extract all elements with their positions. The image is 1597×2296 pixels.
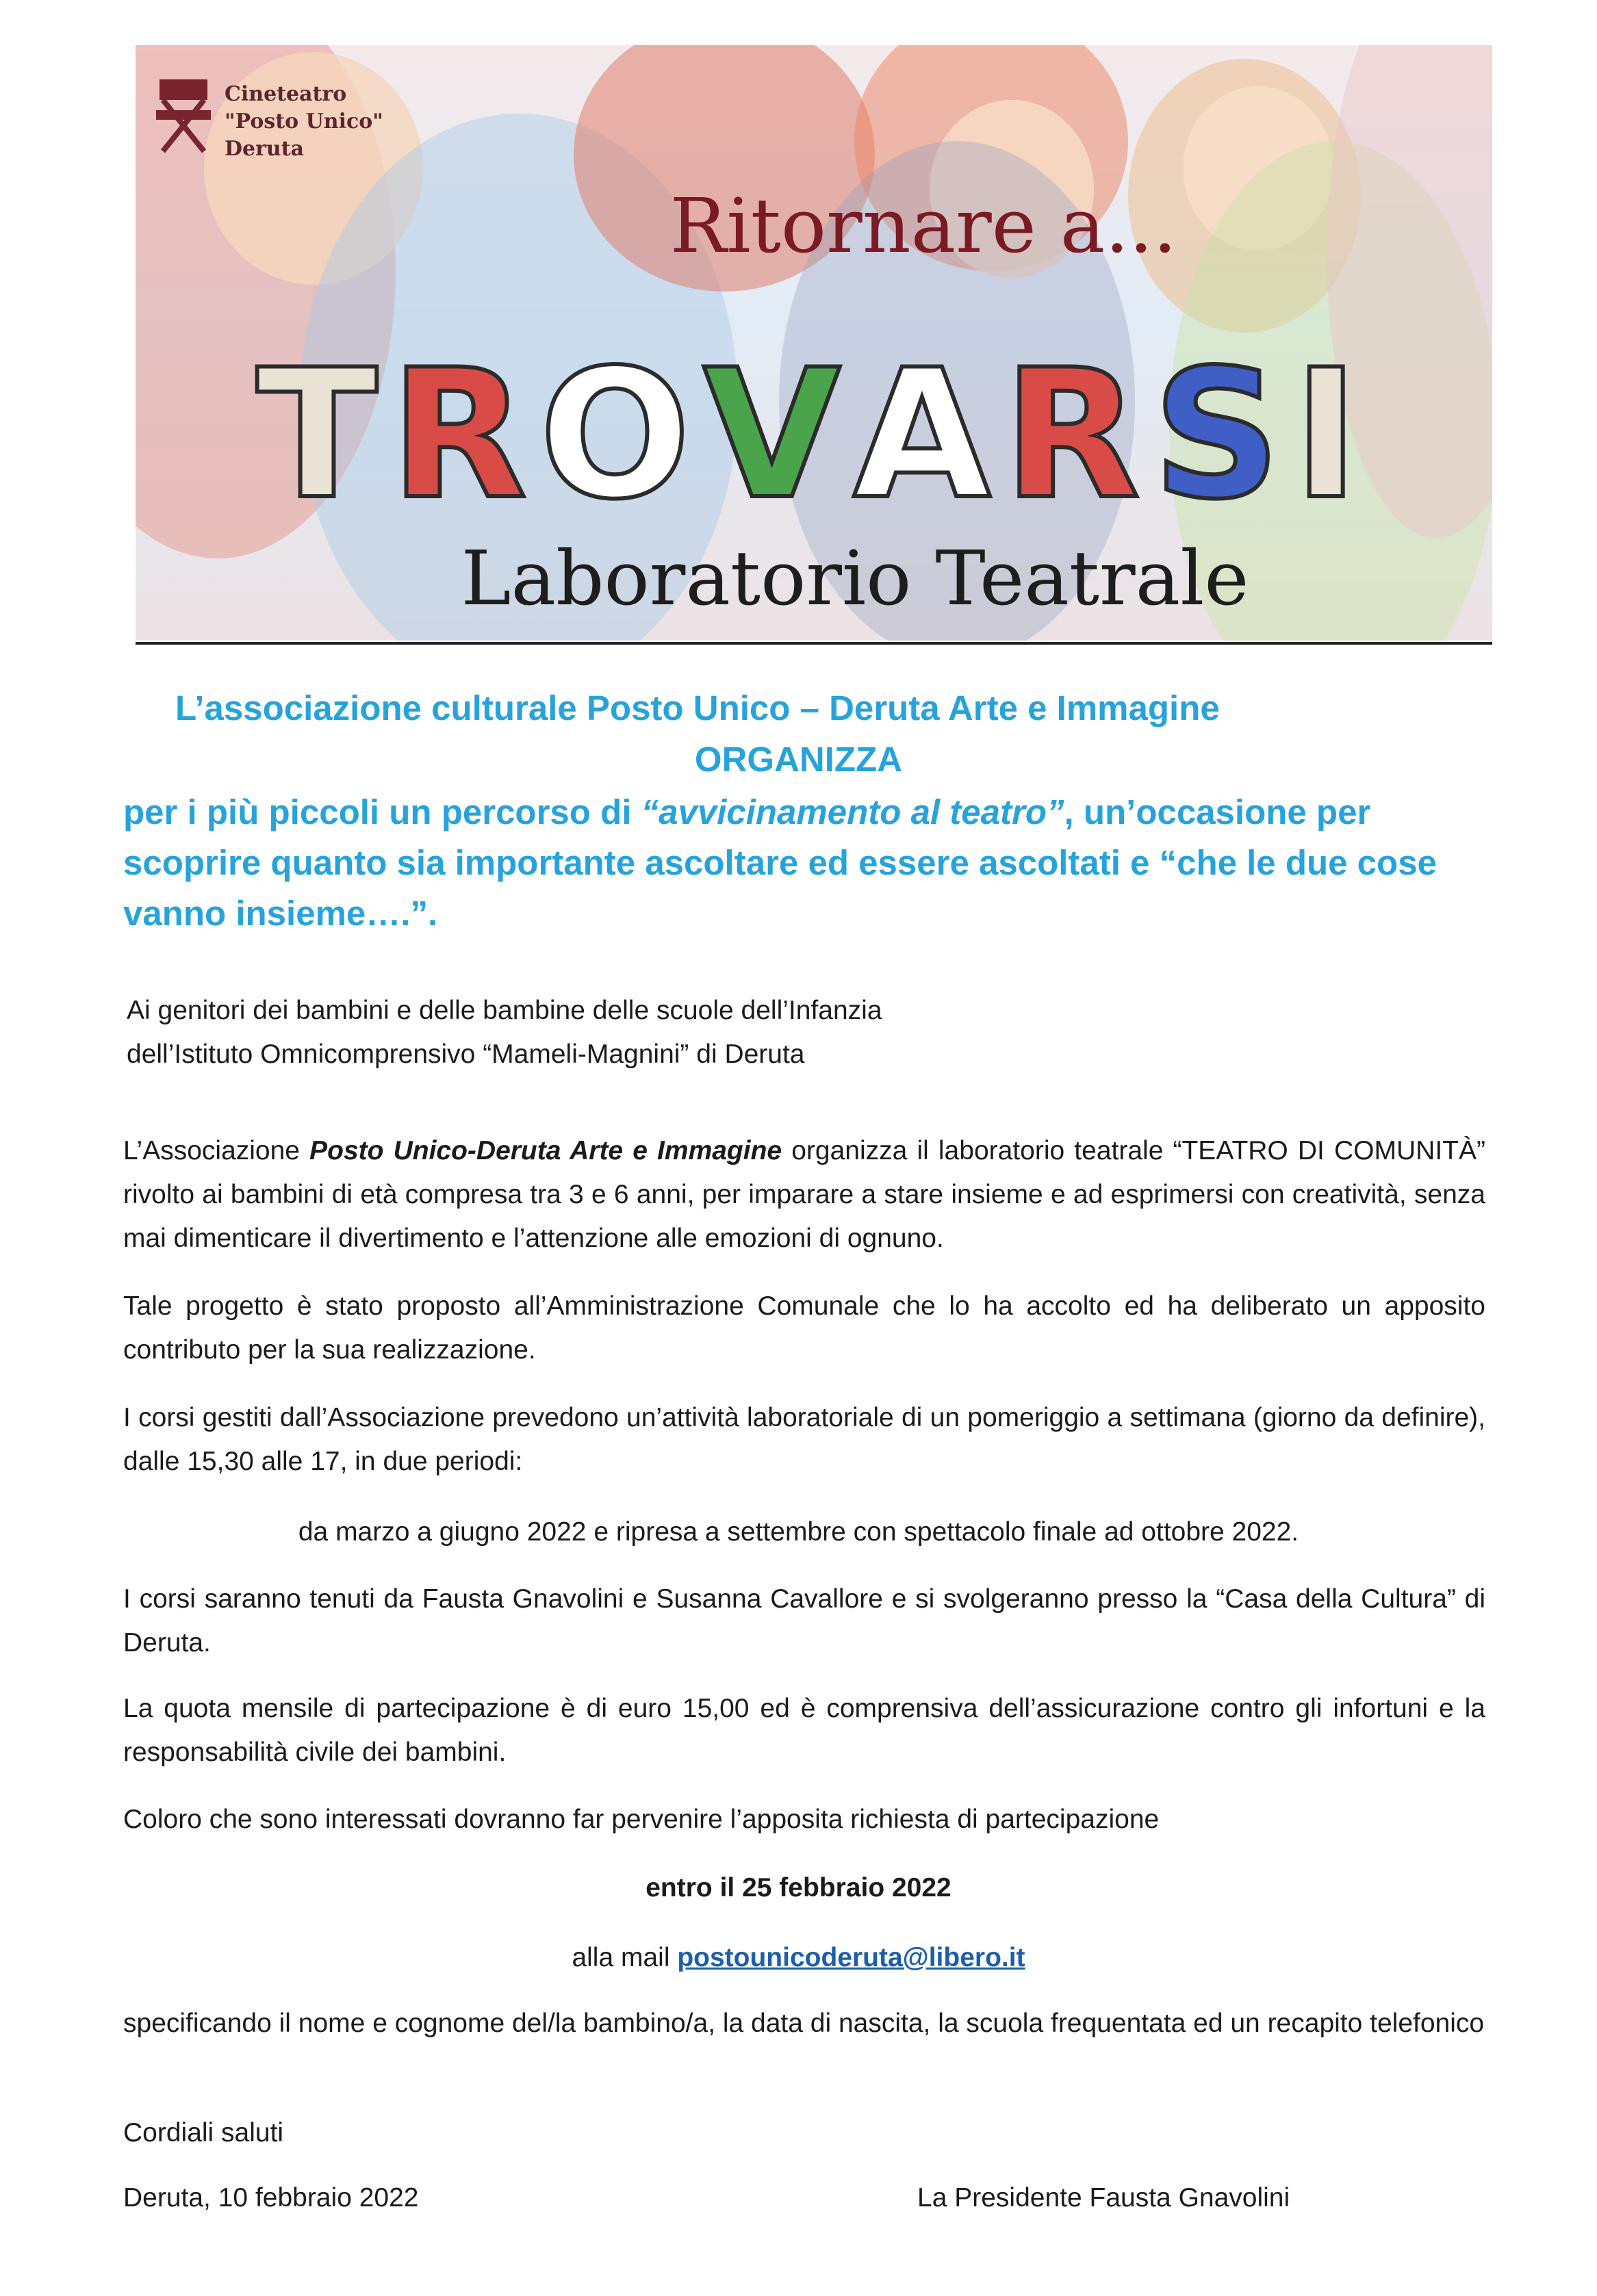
- logo-line-1: Cineteatro: [225, 82, 347, 106]
- greeting: Cordiali saluti: [123, 2118, 284, 2147]
- logo: [225, 81, 383, 163]
- mail-line: [0, 1936, 1597, 1980]
- p1-b: organizza il laboratorio teatrale “TEATRO DI COMUNITÀ” rivolto ai bambini di età compresa tra 3 e 6 anni, per imparare a stare insieme e ad esprimersi con creatività, senza mai dimenticare il divertimento e l’attenzione alle emozioni di ognuno.: [123, 1136, 1485, 1253]
- banner-letter: R: [389, 332, 539, 539]
- heading-description: [123, 787, 1499, 939]
- banner-letter: I: [1292, 332, 1372, 539]
- logo-line-2: "Posto Unico": [225, 109, 383, 133]
- p1-association-name: Posto Unico-Deruta Arte e Immagine: [309, 1136, 782, 1165]
- banner-bottom-text: Laboratorio Teatrale: [461, 534, 1249, 622]
- heading-desc-b: , un’occasione per scoprire quanto sia importante ascoltare ed essere ascoltati e “che le due cose vanno insieme….”.: [123, 792, 1437, 933]
- banner-letter: S: [1152, 332, 1293, 539]
- signature: La Presidente Fausta Gnavolini: [917, 2183, 1290, 2213]
- p1-a: L’Associazione: [123, 1136, 310, 1165]
- heading-organizza: ORGANIZZA: [694, 740, 903, 779]
- recipients: [127, 989, 1153, 1076]
- banner-big-title: [136, 333, 1492, 538]
- banner-image: [136, 45, 1492, 641]
- paragraph-1: [123, 1129, 1485, 1261]
- paragraph-3: I corsi gestiti dall’Associazione prevedono un’attività laboratoriale di un pomeriggio a settimana (giorno da definire), dalle 15,30 alle 17, in due periodi:: [123, 1403, 1485, 1476]
- heading-desc-a: per i più piccoli un percorso di: [123, 792, 641, 831]
- mail-link[interactable]: postounicoderuta@libero.it: [677, 1943, 1025, 1972]
- paragraph-2: Tale progetto è stato proposto all’Amministrazione Comunale che lo ha accolto ed ha deliberato un apposito contributo per la sua realizzazione.: [123, 1291, 1485, 1365]
- recipients-line-1: Ai genitori dei bambini e delle bambine delle scuole dell’Infanzia: [127, 996, 882, 1025]
- heading-association: L’associazione culturale Posto Unico – Deruta Arte e Immagine: [175, 688, 1220, 727]
- director-chair-icon: [149, 73, 218, 155]
- banner-letter: T: [256, 332, 390, 539]
- divider: [136, 642, 1492, 645]
- banner-letter: O: [539, 332, 703, 539]
- paragraph-6: La quota mensile di partecipazione è di euro 15,00 ed è comprensiva dell’assicurazione contro gli infortuni e la responsabilità civile dei bambini.: [123, 1694, 1485, 1767]
- banner-top-text: Ritornare a...: [669, 182, 1177, 270]
- heading-desc-em: “avvicinamento al teatro”: [641, 792, 1064, 831]
- banner-letter: A: [853, 332, 1004, 539]
- mail-label: alla mail: [572, 1943, 678, 1972]
- logo-line-3: Deruta: [225, 137, 305, 161]
- recipients-line-2: dell’Istituto Omnicomprensivo “Mameli-Magnini” di Deruta: [127, 1040, 805, 1069]
- banner-letter: V: [702, 332, 854, 539]
- paragraph-4: da marzo a giugno 2022 e ripresa a settembre con spettacolo finale ad ottobre 2022.: [298, 1517, 1299, 1547]
- paragraph-8: specificando il nome e cognome del/la bambino/a, la data di nascita, la scuola frequentata ed un recapito telefonico: [123, 2009, 1485, 2038]
- place-date: Deruta, 10 febbraio 2022: [123, 2183, 419, 2213]
- paragraph-7: Coloro che sono interessati dovranno far pervenire l’apposita richiesta di partecipazione: [123, 1805, 1160, 1834]
- deadline: entro il 25 febbraio 2022: [646, 1873, 951, 1902]
- paragraph-5: I corsi saranno tenuti da Fausta Gnavolini e Susanna Cavallore e si svolgeranno presso la “Casa della Cultura” di Deruta.: [123, 1584, 1485, 1657]
- banner-letter: R: [1003, 332, 1153, 539]
